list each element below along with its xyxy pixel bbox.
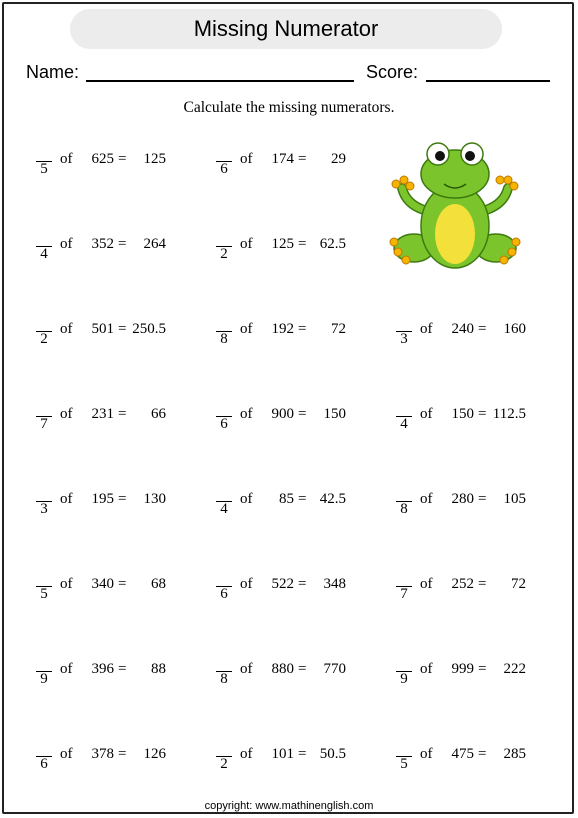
equals-sign: = — [298, 746, 307, 762]
problem-item — [396, 661, 571, 695]
problem-item — [36, 151, 211, 185]
result-value: 150 — [323, 406, 346, 422]
problem-item — [36, 746, 211, 780]
result-value: 348 — [323, 576, 346, 592]
equals-sign: = — [478, 661, 487, 677]
problem-item — [216, 746, 391, 780]
problem-item — [396, 406, 571, 440]
of-word: of — [60, 151, 73, 167]
equals-sign: = — [118, 236, 127, 252]
of-word: of — [240, 661, 253, 677]
problem-item — [36, 661, 211, 695]
score-field[interactable] — [426, 80, 550, 82]
result-value: 285 — [503, 746, 526, 762]
equals-sign: = — [118, 491, 127, 507]
whole-number: 192 — [271, 321, 294, 337]
of-word: of — [420, 661, 433, 677]
problem-item — [216, 576, 391, 610]
result-value: 160 — [503, 321, 526, 337]
result-value: 88 — [151, 661, 166, 677]
problem-item — [36, 491, 211, 525]
problem-item — [396, 746, 571, 780]
denominator: 5 — [40, 161, 48, 177]
of-word: of — [420, 576, 433, 592]
equals-sign: = — [478, 491, 487, 507]
whole-number: 195 — [91, 491, 114, 507]
equals-sign: = — [478, 406, 487, 422]
result-value: 72 — [511, 576, 526, 592]
equals-sign: = — [118, 661, 127, 677]
of-word: of — [240, 151, 253, 167]
equals-sign: = — [118, 321, 127, 337]
denominator: 8 — [220, 331, 228, 347]
denominator: 6 — [40, 756, 48, 772]
whole-number: 125 — [271, 236, 294, 252]
denominator: 7 — [40, 416, 48, 432]
denominator: 4 — [400, 416, 408, 432]
result-value: 42.5 — [319, 491, 346, 507]
result-value: 126 — [143, 746, 166, 762]
result-value: 112.5 — [492, 406, 526, 422]
denominator: 9 — [400, 671, 408, 687]
equals-sign: = — [298, 406, 307, 422]
whole-number: 174 — [271, 151, 294, 167]
of-word: of — [60, 661, 73, 677]
equals-sign: = — [298, 236, 307, 252]
whole-number: 85 — [279, 491, 294, 507]
whole-number: 231 — [91, 406, 114, 422]
problem-item — [216, 321, 391, 355]
result-value: 62.5 — [319, 236, 346, 252]
of-word: of — [60, 576, 73, 592]
problem-item — [36, 406, 211, 440]
problem-item — [36, 236, 211, 270]
title-text: Missing Numerator — [193, 16, 379, 41]
whole-number: 396 — [91, 661, 114, 677]
of-word: of — [240, 746, 253, 762]
denominator: 9 — [40, 671, 48, 687]
equals-sign: = — [118, 151, 127, 167]
of-word: of — [420, 746, 433, 762]
whole-number: 378 — [91, 746, 114, 762]
whole-number: 280 — [451, 491, 474, 507]
of-word: of — [420, 321, 433, 337]
result-value: 66 — [151, 406, 166, 422]
problem-item — [216, 491, 391, 525]
equals-sign: = — [118, 746, 127, 762]
denominator: 3 — [400, 331, 408, 347]
denominator: 2 — [220, 246, 228, 262]
equals-sign: = — [298, 661, 307, 677]
denominator: 8 — [400, 501, 408, 517]
problem-item — [396, 491, 571, 525]
of-word: of — [240, 576, 253, 592]
problem-item — [216, 236, 391, 270]
frog-illustration — [384, 130, 526, 278]
result-value: 68 — [151, 576, 166, 592]
equals-sign: = — [298, 576, 307, 592]
equals-sign: = — [298, 151, 307, 167]
denominator: 5 — [40, 586, 48, 602]
of-word: of — [420, 491, 433, 507]
equals-sign: = — [478, 576, 487, 592]
result-value: 130 — [143, 491, 166, 507]
instructions-text: Calculate the missing numerators. — [183, 99, 395, 116]
of-word: of — [240, 321, 253, 337]
whole-number: 340 — [91, 576, 114, 592]
of-word: of — [60, 406, 73, 422]
equals-sign: = — [118, 406, 127, 422]
worksheet-title — [70, 9, 502, 49]
result-value: 125 — [143, 151, 166, 167]
result-value: 105 — [503, 491, 526, 507]
of-word: of — [420, 406, 433, 422]
of-word: of — [60, 321, 73, 337]
whole-number: 252 — [451, 576, 474, 592]
whole-number: 999 — [451, 661, 474, 677]
result-value: 72 — [331, 321, 346, 337]
equals-sign: = — [118, 576, 127, 592]
of-word: of — [240, 406, 253, 422]
whole-number: 475 — [451, 746, 474, 762]
result-value: 29 — [331, 151, 346, 167]
problem-item — [36, 321, 211, 355]
denominator: 5 — [400, 756, 408, 772]
problem-item — [216, 151, 391, 185]
whole-number: 101 — [271, 746, 294, 762]
problem-item — [396, 321, 571, 355]
denominator: 4 — [220, 501, 228, 517]
denominator: 6 — [220, 416, 228, 432]
name-label: Name: — [26, 62, 80, 82]
result-value: 222 — [503, 661, 526, 677]
denominator: 2 — [220, 756, 228, 772]
result-value: 264 — [143, 236, 166, 252]
denominator: 3 — [40, 501, 48, 517]
denominator: 8 — [220, 671, 228, 687]
denominator: 4 — [40, 246, 48, 262]
of-word: of — [240, 236, 253, 252]
equals-sign: = — [298, 321, 307, 337]
problem-item — [216, 406, 391, 440]
whole-number: 240 — [451, 321, 474, 337]
whole-number: 900 — [271, 406, 294, 422]
name-field[interactable] — [86, 80, 354, 82]
of-word: of — [240, 491, 253, 507]
denominator: 7 — [400, 586, 408, 602]
whole-number: 625 — [91, 151, 114, 167]
denominator: 2 — [40, 331, 48, 347]
problem-item — [396, 576, 571, 610]
of-word: of — [60, 746, 73, 762]
whole-number: 352 — [91, 236, 114, 252]
result-value: 250.5 — [132, 321, 166, 337]
whole-number: 880 — [271, 661, 294, 677]
whole-number: 501 — [91, 321, 114, 337]
of-word: of — [60, 491, 73, 507]
result-value: 50.5 — [319, 746, 346, 762]
whole-number: 150 — [451, 406, 474, 422]
equals-sign: = — [478, 321, 487, 337]
denominator: 6 — [220, 586, 228, 602]
denominator: 6 — [220, 161, 228, 177]
copyright-footer: copyright: www.mathinenglish.com — [204, 800, 374, 812]
problem-item — [36, 576, 211, 610]
equals-sign: = — [478, 746, 487, 762]
problem-item — [216, 661, 391, 695]
of-word: of — [60, 236, 73, 252]
result-value: 770 — [323, 661, 346, 677]
equals-sign: = — [298, 491, 307, 507]
whole-number: 522 — [271, 576, 294, 592]
score-label: Score: — [366, 62, 419, 82]
